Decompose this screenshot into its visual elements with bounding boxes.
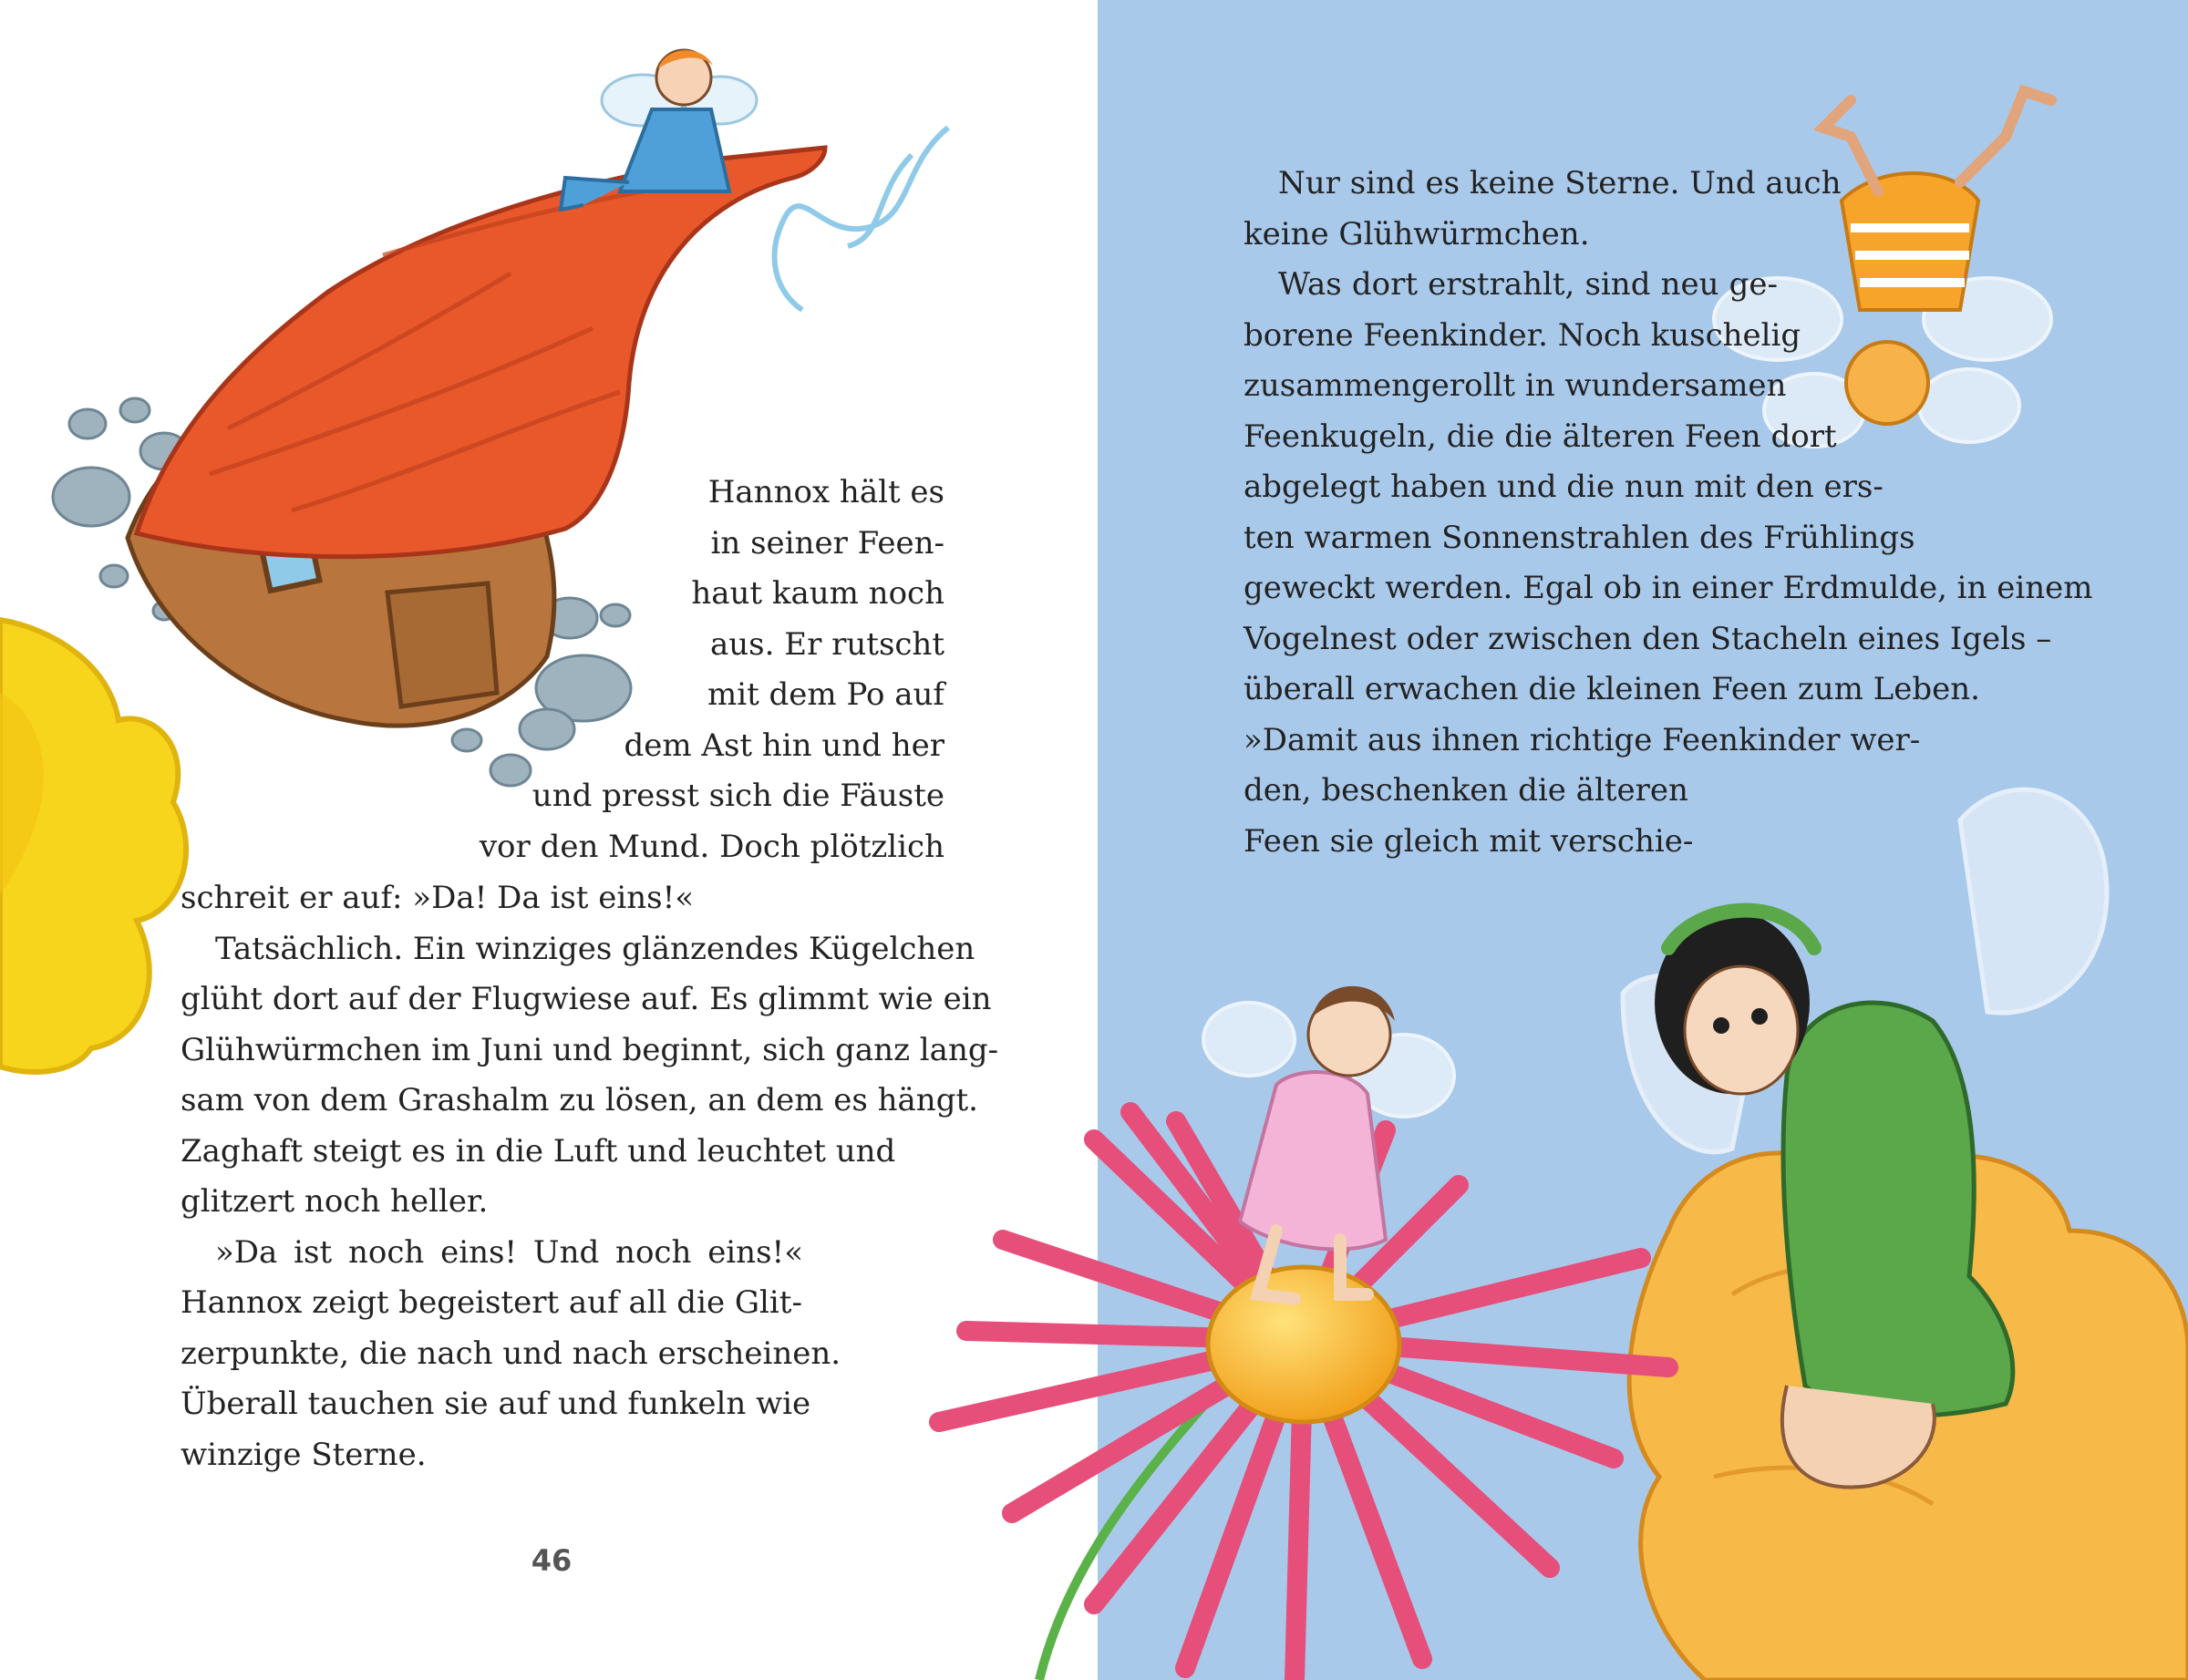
- text-line: überall erwachen die kleinen Feen zum Leben.: [1244, 671, 1980, 707]
- yellow-flower-illustration: [0, 620, 186, 1072]
- text-line: »Da ist noch eins! Und noch eins!«: [215, 1233, 803, 1271]
- text-line: zerpunkte, die nach und nach erscheinen.: [181, 1335, 841, 1372]
- text-line: schreit er auf: »Da! Da ist eins!«: [181, 880, 695, 916]
- text-line: glitzert noch heller.: [181, 1183, 489, 1220]
- text-line: vor den Mund. Doch plötzlich: [479, 828, 944, 865]
- text-line: geweckt werden. Egal ob in einer Erdmulde, in einem: [1244, 570, 2093, 606]
- text-line: in seiner Feen-: [710, 524, 944, 562]
- text-line: borene Feenkinder. Noch kuschelig: [1244, 316, 1801, 354]
- text-line: zusammengerollt in wundersamen: [1244, 367, 1787, 404]
- text-line: Feen sie gleich mit verschie-: [1244, 822, 1694, 860]
- text-line: Zaghaft steigt es in die Luft und leuchtet und: [181, 1132, 896, 1170]
- text-line: Tatsächlich. Ein winziges glänzendes Kügelchen: [215, 930, 975, 967]
- text-line: Feenkugeln, die die älteren Feen dort: [1244, 417, 1837, 455]
- text-line: den, beschenken die älteren: [1244, 772, 1688, 809]
- text-line: Hannox hält es: [707, 474, 944, 510]
- text-line: aus. Er rutscht: [710, 625, 944, 663]
- text-line: dem Ast hin und her: [624, 727, 944, 764]
- text-line: sam von dem Grashalm zu lösen, an dem es hängt.: [181, 1082, 978, 1118]
- right-page-text: [1244, 159, 2093, 867]
- text-line: keine Glühwürmchen.: [1244, 215, 1590, 253]
- text-line: Was dort erstrahlt, sind neu ge-: [1278, 266, 1778, 303]
- text-line: winzige Sterne.: [181, 1436, 427, 1473]
- text-line: Hannox zeigt begeistert auf all die Glit-: [181, 1284, 802, 1321]
- text-line: ten warmen Sonnenstrahlen des Frühlings: [1244, 519, 1915, 556]
- text-line: Vogelnest oder zwischen den Stacheln eines Igels –: [1244, 620, 2052, 657]
- left-page-text-top: [456, 468, 944, 872]
- text-line: und presst sich die Fäuste: [532, 778, 944, 814]
- text-line: abgelegt haben und die nun mit den ers-: [1244, 469, 1884, 505]
- text-line: Nur sind es keine Sterne. Und auch: [1278, 165, 1842, 201]
- text-line: Glühwürmchen im Juni und beginnt, sich ganz lang-: [181, 1031, 999, 1068]
- fairy-blue-illustration: [561, 50, 757, 210]
- text-line: mit dem Po auf: [707, 676, 944, 713]
- text-line: glüht dort auf der Flugwiese auf. Es glimmt wie ein: [181, 981, 992, 1017]
- text-line: »Damit aus ihnen richtige Feenkinder wer-: [1244, 721, 1921, 758]
- page-number: 46: [531, 1543, 573, 1578]
- text-line: haut kaum noch: [691, 575, 944, 612]
- text-line: Überall tauchen sie auf und funkeln wie: [181, 1386, 811, 1422]
- left-page-text-body: [181, 873, 999, 1480]
